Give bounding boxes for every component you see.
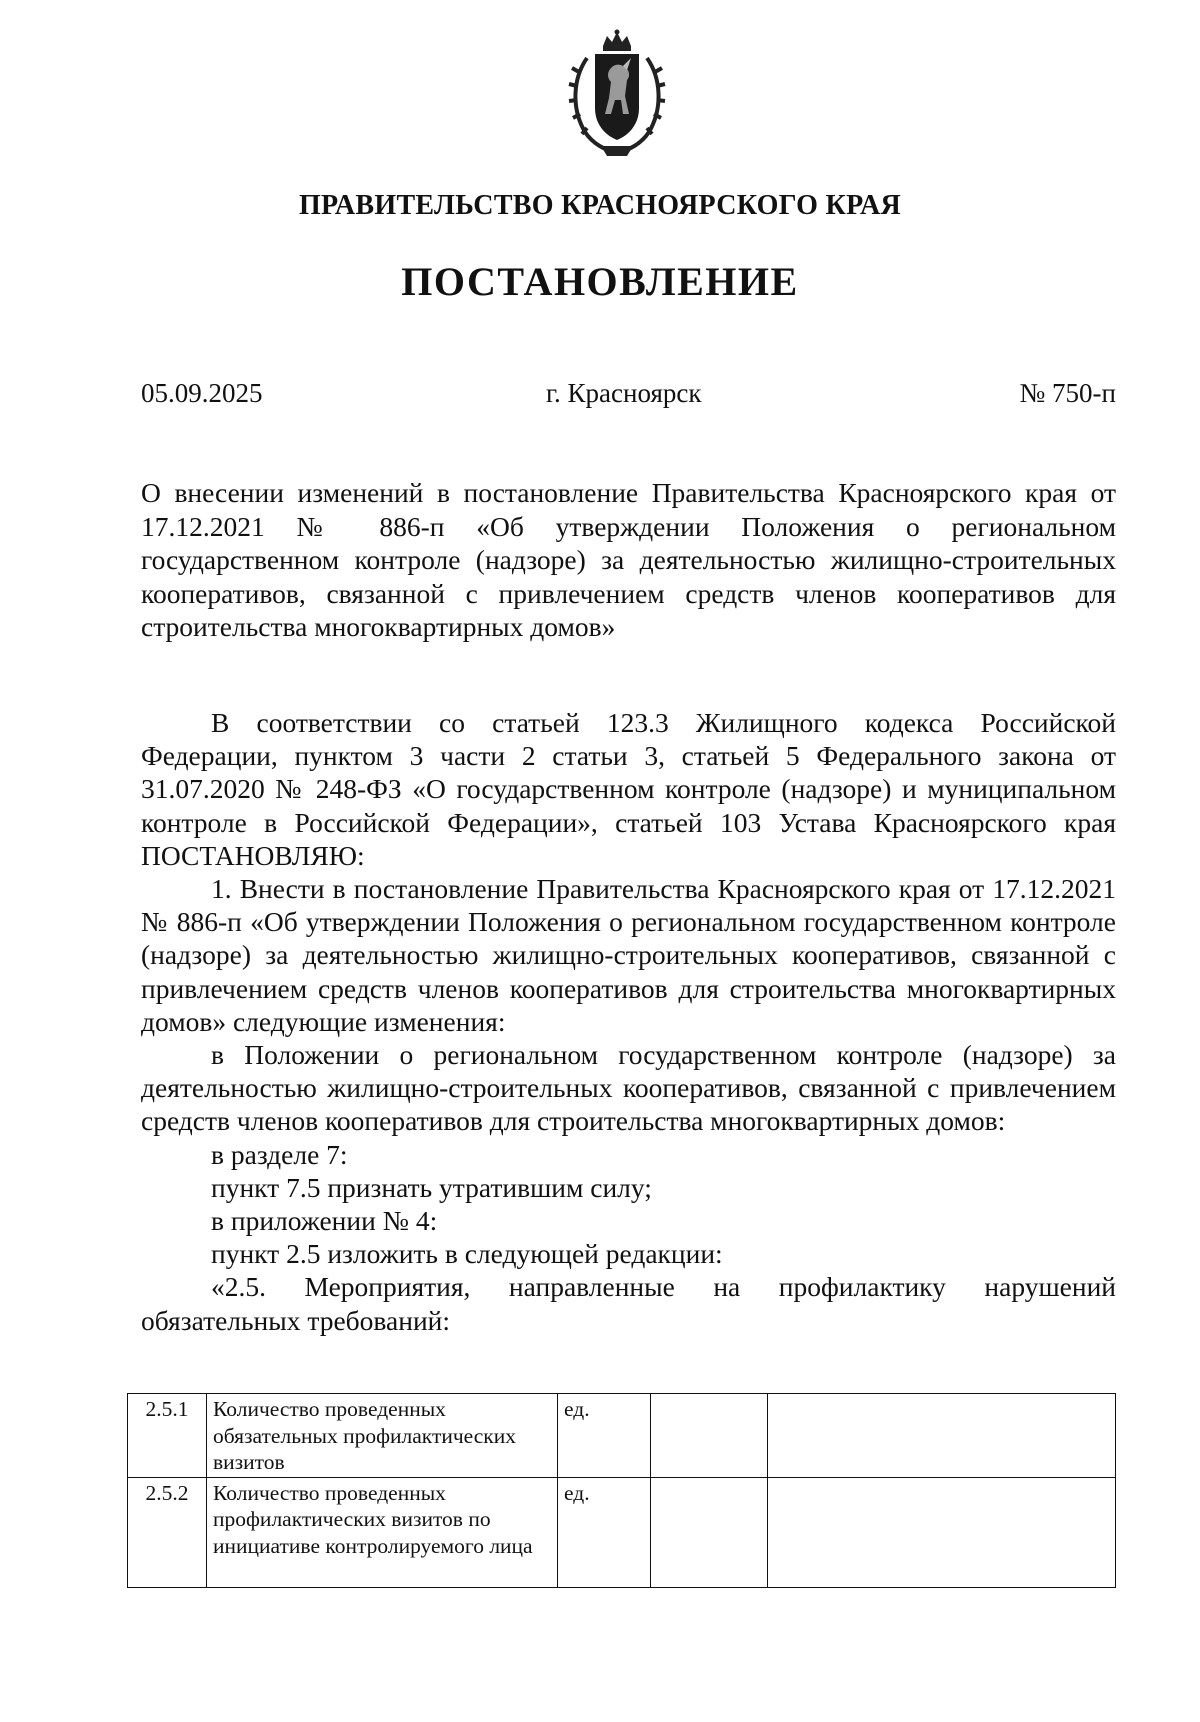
table-row: [128, 1477, 1116, 1587]
indicators-table: [127, 1393, 1116, 1588]
document-date: 05.09.2025: [141, 378, 263, 408]
preamble-paragraph: В соответствии со статьей 123.3 Жилищного кодекса Российской Федерации, пунктом 3 части 2 статьи 3, статьей 5 Федерального закона от 31.07.2020 № 248-ФЗ «О государственном контроле (надзоре) и муниципальном контроле в Российской Федерации», статьей 103 Устава Красноярского края ПОСТАНОВЛЯЮ:: [141, 707, 1116, 871]
document-body: [141, 706, 1116, 1337]
table-cell-unit: ед.: [558, 1477, 651, 1587]
document-number: № 750-п: [1019, 378, 1116, 408]
appendix-4-paragraph: в приложении № 4:: [211, 1205, 438, 1237]
document-subject: О внесении изменений в постановление Правительства Красноярского края от 17.12.2021 № 886-п «Об утверждении Положения о региональном государственном контроле (надзоре) за деятельностью жилищно-строительных кооперативов, связанной с привлечением средств членов кооперативов для строительства многоквартирных домов»: [141, 477, 1116, 642]
item-1-paragraph: 1. Внести в постановление Правительства Красноярского края от 17.12.2021 № 886-п «Об утверждении Положения о региональном государственном контроле (надзоре) за деятельностью жилищно-строительных кооперативов, связанной с привлечением средств членов кооперативов для строительства многоквартирных домов» следующие изменения:: [141, 873, 1116, 1037]
position-paragraph: в Положении о региональном государственном контроле (надзоре) за деятельностью жилищно-строительных кооперативов, связанной с привлечением средств членов кооперативов для строительства многоквартирных домов:: [141, 1039, 1116, 1137]
table-cell-name: Количество проведенных профилактических визитов по инициативе контролируемого лица: [207, 1477, 558, 1587]
table-cell-unit: ед.: [558, 1394, 651, 1478]
point-2-5-text-paragraph: «2.5. Мероприятия, направленные на профилактику нарушений обязательных требований:: [141, 1271, 1116, 1336]
point-7-5-paragraph: пункт 7.5 признать утратившим силу;: [211, 1171, 652, 1203]
table-cell-value: [651, 1477, 768, 1587]
krasnoyarsk-coat-of-arms-icon: [565, 28, 670, 160]
table-cell-num: 2.5.1: [128, 1394, 207, 1478]
document-city: г. Красноярск: [546, 378, 702, 408]
table-cell-value: [768, 1394, 1116, 1478]
table-cell-value: [651, 1394, 768, 1478]
table-cell-num: 2.5.2: [128, 1477, 207, 1587]
table-cell-name: Количество проведенных обязательных профилактических визитов: [207, 1394, 558, 1478]
indicators-table-wrap: [127, 1393, 1116, 1588]
point-2-5-intro-paragraph: пункт 2.5 изложить в следующей редакции:: [211, 1238, 723, 1270]
organization-name: ПРАВИТЕЛЬСТВО КРАСНОЯРСКОГО КРАЯ: [298, 190, 902, 221]
table-row: [128, 1394, 1116, 1478]
section-7-paragraph: в разделе 7:: [211, 1138, 348, 1170]
document-type: ПОСТАНОВЛЕНИЕ: [401, 259, 799, 304]
table-cell-value: [768, 1477, 1116, 1587]
